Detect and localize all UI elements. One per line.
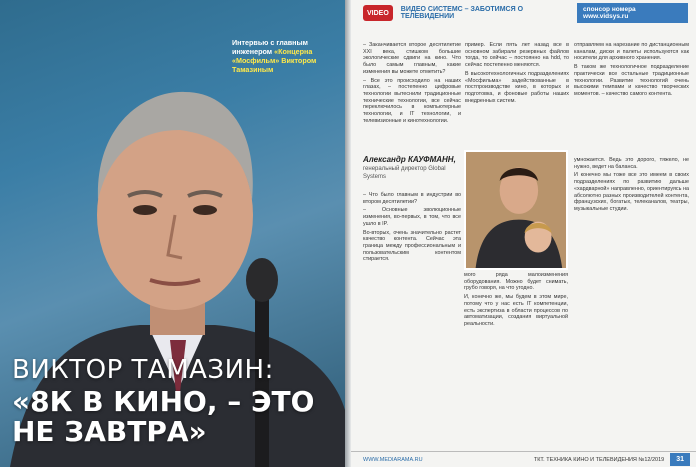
paragraph: И конечно мы тоже все это имеем в своих подразделениях по развитию дальше «хардварной» направленно, ориентируясь на абсолютно разных производителей контента, французских, богатых, телеканалов, театры, музыкальные студии. [574, 172, 689, 212]
rubric-title: ВИДЕО СИСТЕМС – ЗАБОТИМСЯ О ТЕЛЕВИДЕНИИ [400, 6, 524, 20]
paragraph: Во-вторых, очень значительно растет качество контента. Сейчас эта граница между профессиональным и пользовательским контентом стирается. [363, 229, 461, 263]
headline [12, 355, 342, 447]
interview-intro [232, 38, 340, 74]
paragraph: В таком же технологичное подразделение практически все остальные традиционные технологии. Развитие технологий очень высокими темпами и качество творческих моментов. – качество самого контента. [574, 64, 689, 97]
intro-prefix: Интервью с главным инженером [232, 38, 308, 56]
page-number: 31 [670, 453, 690, 466]
left-page [0, 0, 345, 467]
article-column-1 [363, 42, 461, 126]
headline-name: ВИКТОР ТАМАЗИН: [12, 355, 274, 385]
author-block [363, 155, 461, 181]
article-column-5 [464, 272, 568, 330]
vidsys-logo: VIDEO [363, 5, 393, 21]
paragraph: – Основные эволюционные изменения, во-первых, в том, что все ушло в IP. [363, 207, 461, 227]
intro-person: Виктором Тамазиным [232, 56, 317, 74]
article-column-6 [574, 157, 689, 215]
headline-quote: «8К В КИНО, – ЭТО НЕ ЗАВТРА» [12, 385, 315, 448]
page-header [351, 0, 696, 26]
article-column-3 [574, 42, 689, 100]
intro-company: «Концерна «Мосфильм» [232, 47, 313, 65]
paragraph: пример. Если пять лет назад все в основном забирали резервных файлов тогда, то сейчас – постоянно на hdd, то сейчас постепенно меняются. [465, 42, 569, 69]
article-column-2 [465, 42, 569, 106]
author-photo [464, 150, 568, 270]
paragraph: И, конечно же, мы будем в этом мире, потому что у нас есть IT компетенции, есть экспертиза в области процессов по автоматизации, создания виртуальной реальности. [464, 294, 568, 327]
author-role: генеральный директор Global Systems [363, 166, 446, 180]
paragraph: – Что было главным в индустрии во втором десятилетии? [363, 192, 461, 205]
issue-tag-label: спонсор номера [583, 6, 636, 13]
footer-magazine: ТКТ. ТЕХНИКА КИНО И ТЕЛЕВИДЕНИЯ №12/2019 [533, 456, 665, 463]
paragraph: отправляем на нарезание по дистанционным каналам, диски и палеты используются как носители для архивного хранения. [574, 42, 689, 62]
page-footer [351, 451, 696, 467]
issue-sponsor-tag [577, 3, 688, 23]
footer-url[interactable]: WWW.MEDIARAMA.RU [363, 456, 423, 463]
article-column-4 [363, 192, 461, 265]
issue-url: www.vidsys.ru [583, 13, 629, 20]
paragraph: умножается. Ведь это дорого, тяжело, не нужно, ведет на баланса. [574, 157, 689, 170]
paragraph: В высокотехнологичных подразделениях «Мосфильма» задействованные в постпроизводстве кино, в которых и подготовка, и фоновые работы наших внедренных систем. [465, 70, 569, 104]
right-page [351, 0, 696, 467]
paragraph: мого ряда малоизменения оборудования. Можно будет снимать, грубо говоря, на что угодно. [464, 272, 568, 292]
paragraph: – Заканчивается второе десятилетие XXI века, стишком большие экологические сдвиги на кино. Что было самым главным, какие изменения вы можете отметить? [363, 42, 461, 75]
paragraph: – Все это происходило на наших глазах, – постепенно цифровые технологии вытеснили традиционные технические технологии, все сейчас переключилось в компьютерные технологии, и IT технологии, и телевизионные и кинотехнологии. [363, 77, 461, 124]
author-name: Александр КАУФМАНН, [363, 155, 456, 164]
